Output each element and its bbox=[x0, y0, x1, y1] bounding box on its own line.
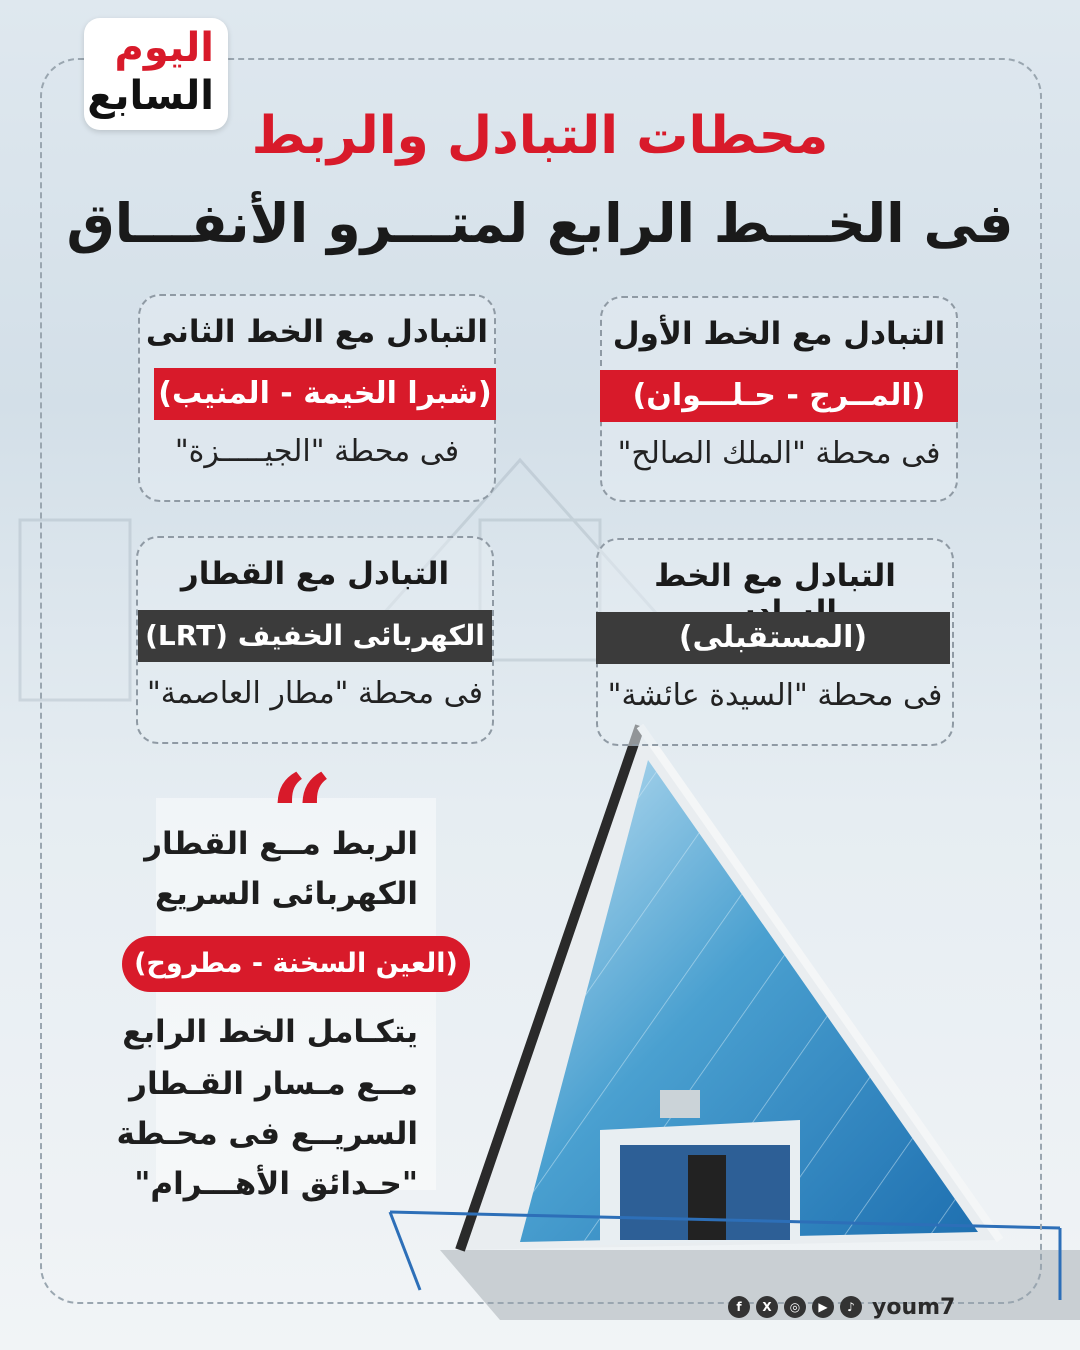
youtube-icon[interactable]: ▶ bbox=[812, 1296, 834, 1318]
card-highlight: (شبرا الخيمة - المنيب) bbox=[154, 368, 496, 420]
page-subtitle: فى الخـــط الرابع لمتـــرو الأنفـــاق bbox=[66, 192, 1014, 255]
quote-line-2: الكهربائى السريع bbox=[154, 876, 418, 912]
instagram-icon[interactable]: ◎ bbox=[784, 1296, 806, 1318]
brand-line-2: السابع bbox=[87, 73, 214, 119]
card-station: فى محطة "السيدة عائشة" bbox=[607, 678, 943, 713]
card-lrt bbox=[136, 536, 494, 744]
footer-handle[interactable]: youm7 bbox=[872, 1294, 956, 1320]
card-line-6 bbox=[596, 538, 954, 746]
quote-pill: (العين السخنة - مطروح) bbox=[122, 936, 470, 992]
card-heading: التبادل مع الخط الثانى bbox=[145, 314, 489, 350]
card-heading: التبادل مع الخط bbox=[654, 558, 896, 594]
card-heading: التبادل مع القطار bbox=[180, 556, 450, 592]
page-title: محطات التبادل والربط bbox=[251, 106, 829, 166]
card-heading: التبادل مع الخط الأول bbox=[612, 316, 946, 352]
x-icon[interactable]: X bbox=[756, 1296, 778, 1318]
quote-body-line: مــع مـسار القـطار bbox=[129, 1066, 418, 1102]
card-line-2 bbox=[138, 294, 496, 502]
card-highlight: الكهربائى الخفيف (LRT) bbox=[138, 610, 492, 662]
quote-mark-icon: “ bbox=[270, 750, 334, 879]
social-footer bbox=[728, 1290, 955, 1324]
card-line-1 bbox=[600, 296, 958, 502]
tiktok-icon[interactable]: ♪ bbox=[840, 1296, 862, 1318]
card-highlight: (المستقبلى) bbox=[596, 612, 950, 664]
card-station: فى محطة "الجيـــــزة" bbox=[174, 434, 460, 469]
card-highlight: (المــرج - حـلـــوان) bbox=[600, 370, 958, 422]
brand-line-1: اليوم bbox=[114, 25, 214, 71]
card-station: فى محطة "الملك الصالح" bbox=[617, 436, 941, 471]
quote-body-line: "حـدائق الأهـــرام" bbox=[134, 1166, 418, 1202]
quote-body-line: يتكـامل الخط الرابع bbox=[122, 1014, 418, 1050]
quote-body-line: السريــع فى محـطة bbox=[116, 1116, 418, 1152]
facebook-icon[interactable]: f bbox=[728, 1296, 750, 1318]
card-station: فى محطة "مطار العاصمة" bbox=[147, 676, 483, 711]
quote-line-1: الربط مــع القطار bbox=[144, 826, 418, 862]
